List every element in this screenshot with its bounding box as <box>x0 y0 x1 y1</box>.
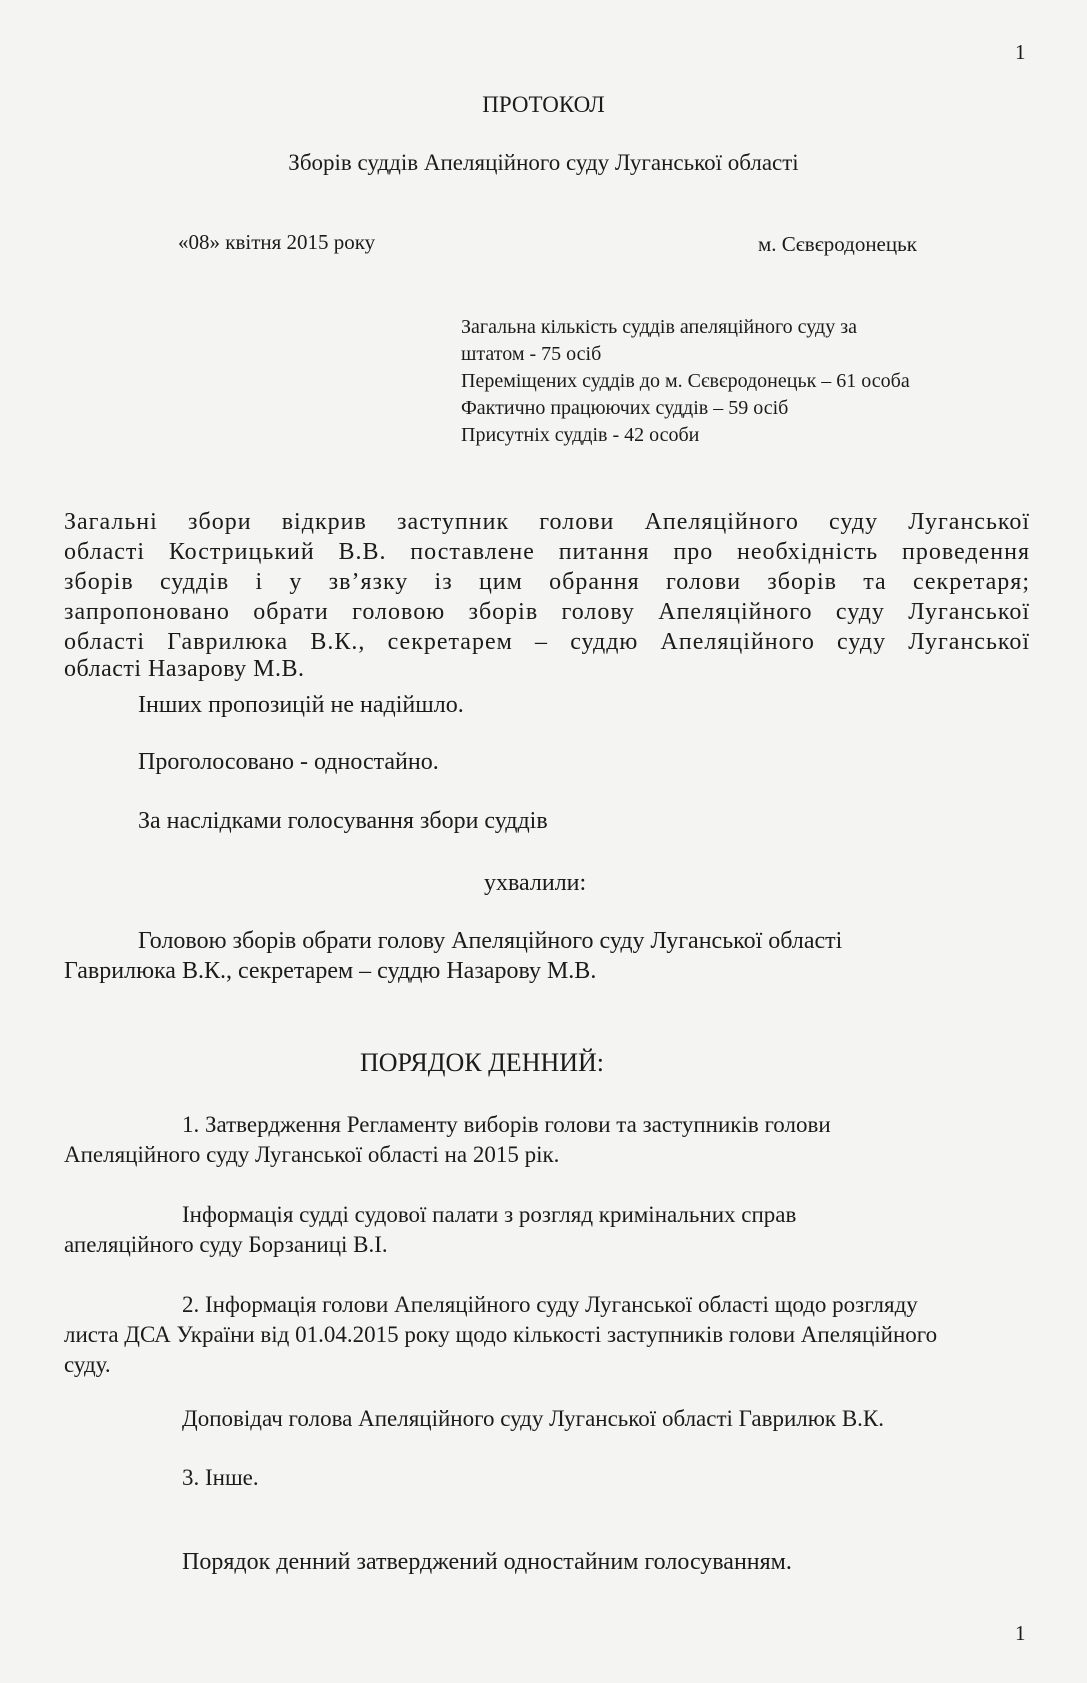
page-number-top: 1 <box>1015 40 1026 64</box>
agenda-item-2-line-2: листа ДСА України від 01.04.2015 року щодо кількості заступників голови Апеляційного <box>64 1322 938 1347</box>
intro-line: зборів суддів і у зв’язку із цим обрання голови зборів та секретаря; <box>64 569 1030 595</box>
intro-paragraph <box>64 507 1030 657</box>
agenda-item-2-line-1: 2. Інформація голови Апеляційного суду Луганської області щодо розгляду <box>182 1292 918 1317</box>
document-subtitle: Зборів суддів Апеляційного суду Луганської області <box>288 150 799 175</box>
agenda-info-line-1: Інформація судді судової палати з розгляд кримінальних справ <box>182 1202 797 1227</box>
stats-line: Фактично працюючих суддів – 59 осіб <box>461 397 789 419</box>
decision-line-1: Головою зборів обрати голову Апеляційного суду Луганської області <box>138 928 843 954</box>
intro-line: області Кострицький В.В. поставлене питання про необхідність проведення <box>64 539 1030 565</box>
agenda-item-1-line-1: 1. Затвердження Регламенту виборів голови та заступників голови <box>182 1112 831 1137</box>
agenda-heading: ПОРЯДОК ДЕННИЙ: <box>360 1048 605 1077</box>
resolved-heading: ухвалили: <box>484 870 587 896</box>
decision-line-2: Гаврилюка В.К., секретарем – суддю Назарову М.В. <box>64 958 597 984</box>
intro-line: запропоновано обрати головою зборів голову Апеляційного суду Луганської <box>64 599 1030 625</box>
agenda-item-2-line-3: суду. <box>64 1352 111 1377</box>
agenda-item-3: 3. Інше. <box>182 1465 259 1490</box>
stats-line: Переміщених суддів до м. Сєвєродонецьк – 61 особа <box>461 370 910 392</box>
agenda-approved-text: Порядок денний затверджений одностайним голосуванням. <box>182 1549 792 1575</box>
intro-line: області Гаврилюка В.К., секретарем – суддю Апеляційного суду Луганської <box>64 629 1030 655</box>
no-proposals-text: Інших пропозицій не надійшло. <box>138 692 464 718</box>
agenda-speaker: Доповідач голова Апеляційного суду Луганської області Гаврилюк В.К. <box>182 1406 885 1431</box>
voted-text: Проголосовано - одностайно. <box>138 749 439 775</box>
stats-line: Загальна кількість суддів апеляційного суду за <box>461 316 857 338</box>
stats-line: штатом - 75 осіб <box>461 343 602 365</box>
meeting-city: м. Сєвєродонецьк <box>758 232 917 256</box>
meeting-date: «08» квітня 2015 року <box>178 230 376 254</box>
agenda-info-line-2: апеляційного суду Борзаниці В.І. <box>64 1232 388 1257</box>
judges-stats <box>461 314 910 449</box>
page-number-bottom: 1 <box>1015 1621 1026 1645</box>
intro-last-line: області Назарову М.В. <box>64 656 305 682</box>
document-title: ПРОТОКОЛ <box>482 92 605 117</box>
agenda-item-1-line-2: Апеляційного суду Луганської області на 2015 рік. <box>64 1142 560 1167</box>
stats-line: Присутніх суддів - 42 особи <box>461 424 700 446</box>
intro-line: Загальні збори відкрив заступник голови Апеляційного суду Луганської <box>64 509 1030 535</box>
vote-result-text: За наслідками голосування збори суддів <box>138 808 548 834</box>
